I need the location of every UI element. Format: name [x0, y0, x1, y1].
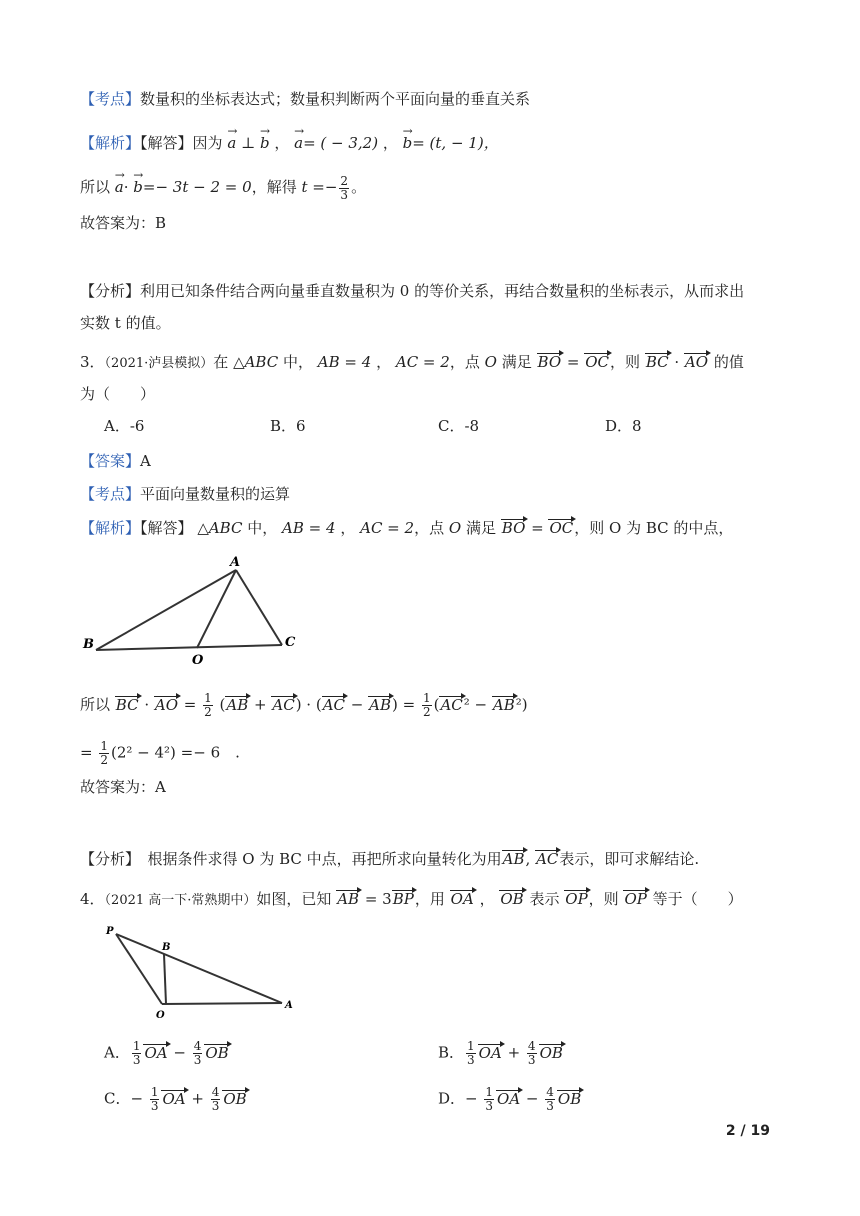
vector-ab: AB [226, 695, 249, 714]
perp-symbol: ⊥ [241, 134, 256, 152]
segment-bo [164, 954, 166, 1004]
q3-so-line: 所以 BC · AO = $\frac{1}{2}$ (AB + AC) · (AC − AB) = $\frac{1}{2}$ (AC² − AB²) [80, 691, 528, 719]
q3-stem-line: 3．（2021·泸县模拟）在 △ABC 中， AB = 4 ， AC = 2，点 O 满足 BO = OC，则 BC · AO 的值 [80, 353, 744, 371]
label-a: A [285, 1000, 293, 1011]
vector-oa: OA [450, 890, 474, 908]
point-o: O [448, 519, 462, 537]
q3-answer-line [80, 450, 151, 472]
vector-b: → b [133, 172, 143, 198]
vector-ab: AB [337, 890, 360, 908]
q2-kaodian-line [80, 88, 530, 110]
label-o: O [156, 1010, 165, 1021]
b-value: = (t, − 1)， [412, 134, 499, 152]
vector-a: → a [115, 172, 124, 198]
option-letter: C． [104, 1089, 131, 1108]
fraction [339, 175, 349, 202]
option-letter: B． [438, 1043, 465, 1062]
midpoint-text: ，则 O 为 BC 的中点， [574, 519, 734, 537]
triangle-abc: △ABC [197, 519, 243, 537]
a-value: = ( − 3,2) [303, 134, 379, 152]
vector-bo: BO [537, 353, 562, 371]
vector-ab: AB [492, 695, 515, 714]
q4-option-a[interactable]: A． $\frac{1}{3}$ OA − $\frac{4}{3}$ OB [104, 1039, 229, 1067]
vector-oc: OC [549, 519, 574, 537]
q3-result-line: = $\frac{1}{2}$ (2² − 4²) =− 6 . [80, 739, 240, 767]
q3-fenxi-line: 【分析】 根据条件求得 O 为 BC 中点，再把所求向量转化为用AB, AC表示，即可求解结论. [80, 850, 700, 868]
q3-number: 3． [80, 353, 105, 371]
jiexi-tag: 【解析】 [80, 519, 141, 537]
ab-value: AB = 4 [282, 519, 336, 537]
q3-jiexi-line: 【解析】【解答】 △ABC 中， AB = 4 ， AC = 2，点 O 满足 BO = OC，则 O 为 BC 的中点， [80, 519, 734, 537]
pboa-figure [100, 922, 300, 1022]
vector-bo: BO [501, 519, 526, 537]
ac-value: AC = 2 [395, 353, 450, 371]
q3-stem-b: 中， [247, 519, 278, 537]
point-o: O [484, 353, 497, 371]
fenxi-text: 利用已知条件结合两向量垂直数量积为 0 的等价关系，再结合数量积的坐标表示，从而求出 [140, 282, 745, 300]
jiexi-tag: 【解析】 [80, 134, 141, 152]
fraction-half: $\frac{1}{2}$ [204, 691, 212, 719]
q4-stem-c: ， [479, 890, 495, 908]
segment-pa [116, 934, 282, 1003]
vector-bp: BP [392, 890, 414, 908]
vector-b: → b [403, 128, 413, 154]
q4-stem-f: 等于（ ） [652, 890, 743, 908]
vector-a: → a [294, 128, 303, 154]
label-b: B [83, 637, 94, 652]
q3-option-c[interactable]: C．-8 [438, 417, 480, 435]
because-word: 因为 [192, 134, 223, 152]
result-expression: (2² − 4²) =− 6 . [110, 743, 240, 762]
fenxi-end: 表示，即可求解结论. [559, 850, 700, 868]
fraction-half: $\frac{1}{2}$ [422, 691, 431, 719]
label-o: O [192, 653, 204, 668]
q4-stem-b: ，用 [414, 890, 445, 908]
vector-bc: BC [645, 353, 669, 371]
q2-jiexi-line: 【解析】【解答】因为 → a ⊥ → b ， → a= ( − 3,2) ， → b= (t, − 1)， [80, 128, 499, 154]
q3-kaodian-line [80, 483, 290, 505]
q3-option-d[interactable]: D．8 [605, 417, 642, 435]
q4-number: 4． [80, 890, 105, 908]
q2-fenxi-line2: 实数 t 的值。 [80, 314, 171, 332]
vector-ao: AO [684, 353, 709, 371]
vector-ob: OB [500, 890, 524, 908]
q3-source: （2021·泸县模拟） [104, 356, 214, 371]
q3-stem-b: 中， [283, 353, 314, 371]
q3-stem-d: 满足 [501, 353, 532, 371]
vector-b: → b [260, 128, 270, 154]
q3-stem-line2: 为（ ） [80, 385, 156, 403]
side-ac [236, 570, 282, 645]
triangle-abc: △ABC [233, 353, 279, 371]
jieda-tag: 【解答】 [140, 519, 193, 537]
label-b: B [162, 942, 171, 953]
label-p: P [106, 926, 114, 937]
q4-stem-a: 如图，已知 [256, 890, 332, 908]
vector-a: → a [227, 128, 236, 154]
vector-ac: AC [322, 695, 346, 714]
q4-stem-d: 表示 [529, 890, 560, 908]
daan-tag: 【答案】 [80, 452, 141, 470]
option-letter: D． [438, 1089, 466, 1108]
so-word: 所以 [80, 695, 111, 714]
fraction-half: $\frac{1}{2}$ [100, 739, 108, 767]
q3-stem-e: ，则 [610, 353, 641, 371]
vector-oc: OC [585, 353, 610, 371]
q4-option-b[interactable]: B． $\frac{1}{3}$ OA + $\frac{4}{3}$ OB [438, 1039, 563, 1067]
triangle-abc-figure [80, 550, 310, 670]
q4-option-d[interactable]: D．− $\frac{1}{3}$ OA − $\frac{4}{3}$ OB [438, 1085, 582, 1113]
frac-num: 2 [340, 173, 349, 188]
q2-fenxi-line [80, 280, 744, 302]
vector-ab: AB [369, 695, 391, 714]
vector-ao: AO [154, 695, 179, 714]
kaodian-tag: 【考点】 [80, 485, 141, 503]
q3-stem-c: ，点 [449, 353, 480, 371]
vector-op: OP [565, 890, 588, 908]
vector-ac: AC [440, 695, 463, 714]
q3-stem-c: ，点 [414, 519, 445, 537]
fenxi-tag: 【分析】 [80, 850, 133, 868]
vector-ac: AC [272, 695, 295, 714]
fenxi-text: 根据条件求得 O 为 BC 中点，再把所求向量转化为用 [132, 850, 502, 868]
q3-stem-a: 在 [213, 353, 229, 371]
q3-stem-d: 满足 [465, 519, 496, 537]
q3-option-b[interactable]: B．6 [270, 417, 306, 435]
side-bc [96, 645, 282, 650]
q2-so-line: 所以 → a· → b=− 3t − 2 = 0，解得 t =− $\frac{2}{3}$ 。 [80, 172, 366, 202]
q4-option-c[interactable]: C．− $\frac{1}{3}$ OA + $\frac{4}{3}$ OB [104, 1085, 247, 1113]
vector-ac: AC [536, 850, 559, 868]
dot-expression: =− 3t − 2 = 0 [142, 178, 252, 196]
label-c: C [285, 635, 296, 650]
vector-bc: BC [115, 695, 139, 714]
kaodian-text: 数量积的坐标表达式；数量积判断两个平面向量的垂直关系 [140, 90, 531, 108]
vector-ab: AB [502, 850, 525, 868]
kaodian-text: 平面向量数量积的运算 [140, 485, 291, 503]
q4-source: （2021 高一下·常熟期中） [104, 893, 257, 908]
q4-stem-e: ，则 [588, 890, 619, 908]
ac-value: AC = 2 [360, 519, 415, 537]
q3-answer: 故答案为：A [80, 778, 166, 796]
q2-answer: 故答案为：B [80, 214, 167, 232]
frac-den: 3 [340, 187, 349, 202]
q3-stem-f: 的值 [713, 353, 744, 371]
option-letter: A． [104, 1043, 130, 1062]
vector-op: OP [624, 890, 647, 908]
q3-option-a[interactable]: A．-6 [104, 417, 145, 435]
jieda-tag: 【解答】 [140, 134, 193, 152]
label-a: A [230, 555, 241, 570]
kaodian-tag: 【考点】 [80, 90, 141, 108]
page-number: 2 / 19 [725, 1123, 770, 1139]
q4-stem-line: 4．（2021 高一下·常熟期中）如图，已知 AB = 3BP，用 OA ， OB 表示 OP，则 OP 等于（ ） [80, 890, 743, 908]
t-equation: t =− [301, 178, 338, 196]
so-word: 所以 [80, 178, 111, 196]
ab-value: AB = 4 [317, 353, 372, 371]
q3-answer-value: A [140, 452, 151, 470]
solve-word: ，解得 [251, 178, 297, 196]
segment-oa [162, 1003, 282, 1004]
period: 。 [351, 178, 367, 196]
fenxi-tag: 【分析】 [80, 282, 141, 300]
